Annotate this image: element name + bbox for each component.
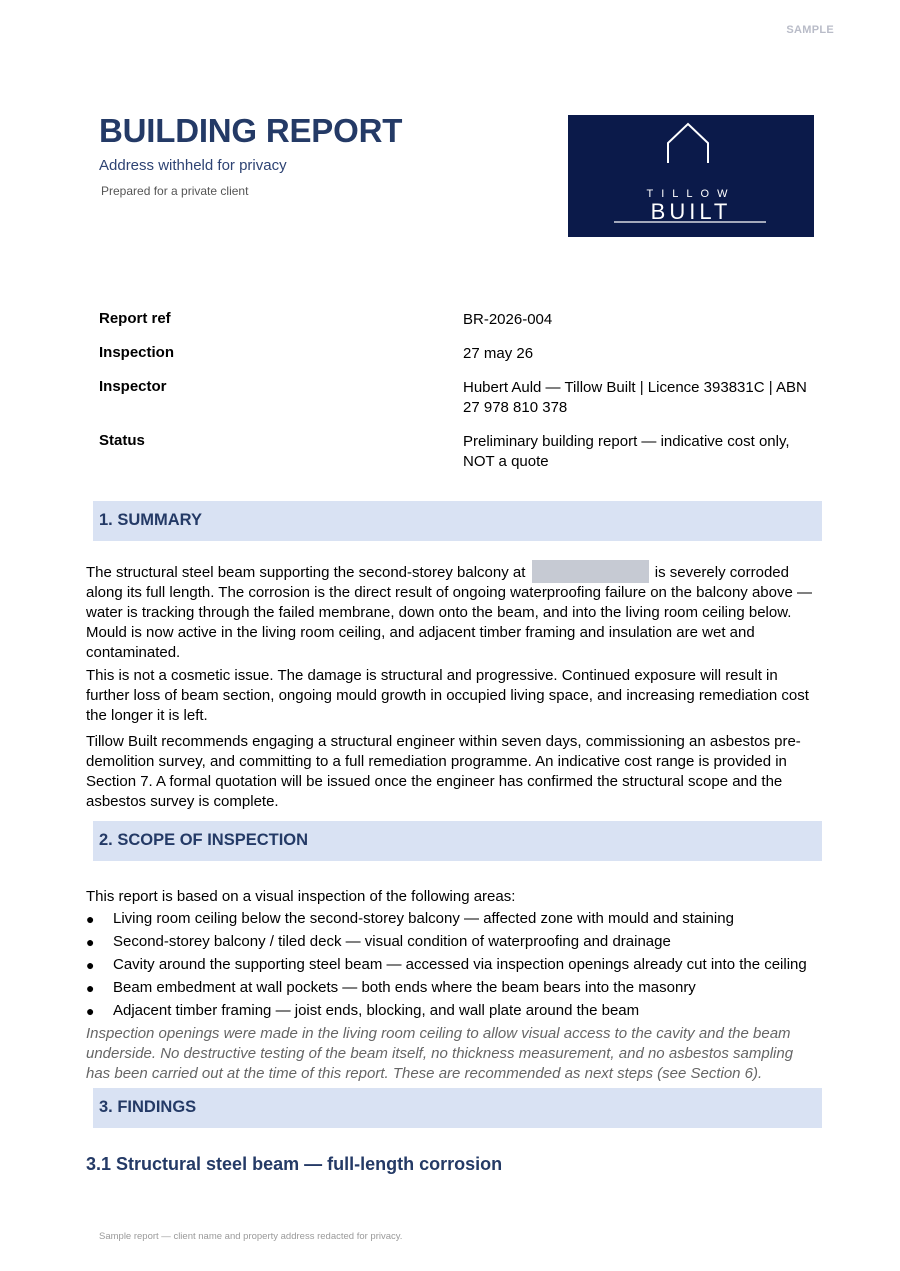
- bullet-icon: ●: [86, 934, 95, 950]
- scope-intro: This report is based on a visual inspection of the following areas:: [86, 888, 516, 905]
- summary-paragraph-3: Tillow Built recommends engaging a structural engineer within seven days, commissioning an asbestos pre-demolition survey, and committing to a full remediation programme. An indicative cost range is provided in Section 7. A formal quotation will be issued once the engineer has confirmed the structural scope and the asbestos survey is complete.: [86, 733, 801, 810]
- bullet-icon: ●: [86, 1003, 95, 1019]
- meta-value-report-ref: BR-2026-004: [463, 311, 553, 328]
- logo-top-word: TILLOW: [646, 188, 736, 200]
- meta-label-inspection: Inspection: [99, 344, 175, 361]
- house-outline-icon: [668, 124, 708, 163]
- bullet-icon: ●: [86, 957, 95, 973]
- meta-label-status: Status: [99, 432, 145, 449]
- bullet-icon: ●: [86, 911, 95, 927]
- meta-value-inspector: Hubert Auld — Tillow Built | Licence 393831C | ABN 27 978 810 378: [463, 379, 807, 416]
- summary-paragraph-2: This is not a cosmetic issue. The damage is structural and progressive. Continued exposure will result in further loss of beam section, ongoing mould growth in occupied living space, and increasing remediation cost the longer it is left.: [86, 667, 809, 724]
- section-title-findings: 3. FINDINGS: [99, 1098, 197, 1116]
- scope-list-item: Beam embedment at wall pockets — both ends where the beam bears into the masonry: [113, 979, 696, 996]
- section-title-summary: 1. SUMMARY: [99, 511, 202, 529]
- company-logo: [568, 115, 814, 237]
- prepared-for: Prepared for a private client: [101, 184, 249, 198]
- section-header-findings: [93, 1088, 822, 1128]
- meta-label-inspector: Inspector: [99, 378, 167, 395]
- summary-p1-start: The structural steel beam supporting the second-storey balcony at: [86, 564, 526, 581]
- bullet-icon: ●: [86, 980, 95, 996]
- redacted-address: [532, 560, 649, 583]
- scope-list-item: Cavity around the supporting steel beam — accessed via inspection openings already cut into the ceiling: [113, 956, 807, 973]
- scope-note: Inspection openings were made in the living room ceiling to allow visual access to the cavity and the beam underside. No destructive testing of the beam itself, no thickness measurement, and no asbestos sampling has been carried out at the time of this report. These are recommended as next steps (see Section 6).: [86, 1025, 794, 1082]
- summary-p1-end: is severely corroded along its full length. The corrosion is the direct result of ongoing waterproofing failure on the balcony above — water is tracking through the failed membrane, down onto the beam, and into the living room ceiling below. Mould is now active in the living room ceiling, and adjacent timber framing and insulation are wet and contaminated.: [86, 564, 812, 661]
- page-footer: Sample report — client name and property address redacted for privacy.: [99, 1231, 403, 1242]
- scope-list-item: Second-storey balcony / tiled deck — visual condition of waterproofing and drainage: [113, 933, 671, 950]
- scope-list-item: Adjacent timber framing — joist ends, blocking, and wall plate around the beam: [113, 1002, 640, 1019]
- meta-value-status: Preliminary building report — indicative cost only, NOT a quote: [463, 433, 790, 470]
- section-title-scope: 2. SCOPE OF INSPECTION: [99, 831, 309, 849]
- scope-list-item: Living room ceiling below the second-storey balcony — affected zone with mould and staining: [113, 910, 734, 927]
- findings-subheading: 3.1 Structural steel beam — full-length corrosion: [86, 1154, 503, 1174]
- meta-label-report-ref: Report ref: [99, 310, 171, 327]
- sample-watermark: SAMPLE: [786, 24, 834, 36]
- section-header-scope: [93, 821, 822, 861]
- section-header-summary: [93, 501, 822, 541]
- meta-value-inspection: 27 may 26: [463, 345, 534, 362]
- report-subtitle: Address withheld for privacy: [99, 157, 287, 174]
- logo-bottom-word: BUILT: [650, 199, 732, 224]
- report-title: BUILDING REPORT: [99, 112, 403, 149]
- summary-paragraph-1: [86, 560, 818, 663]
